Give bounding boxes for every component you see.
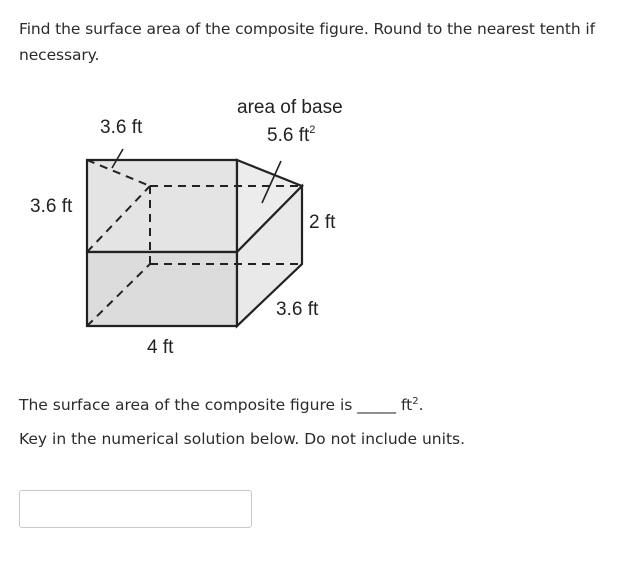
answer-sentence — [19, 389, 424, 418]
upper-prism-front-face — [87, 160, 237, 252]
answer-unit-exponent: 2 — [412, 396, 419, 407]
question-prompt: Find the surface area of the composite figure. Round to the nearest tenth if necessary. — [19, 20, 595, 64]
answer-blank: _____ — [357, 396, 397, 415]
top-width-label: 3.6 ft — [100, 117, 143, 138]
answer-suffix: . — [418, 396, 424, 415]
answer-input[interactable] — [19, 490, 252, 528]
depth-label: 3.6 ft — [276, 299, 319, 320]
answer-prefix: The surface area of the composite figure is — [19, 396, 358, 415]
bottom-width-label: 4 ft — [147, 337, 174, 358]
left-height-label: 3.6 ft — [30, 196, 73, 217]
answer-instruction: Key in the numerical solution below. Do not include units. — [19, 430, 466, 448]
area-of-base-title: area of base — [237, 97, 343, 118]
right-height-label: 2 ft — [309, 212, 336, 233]
lower-prism-front-face — [87, 252, 237, 326]
area-of-base-value: 5.6 $ft^2$ — [267, 124, 316, 146]
answer-unit: ft — [396, 396, 413, 415]
